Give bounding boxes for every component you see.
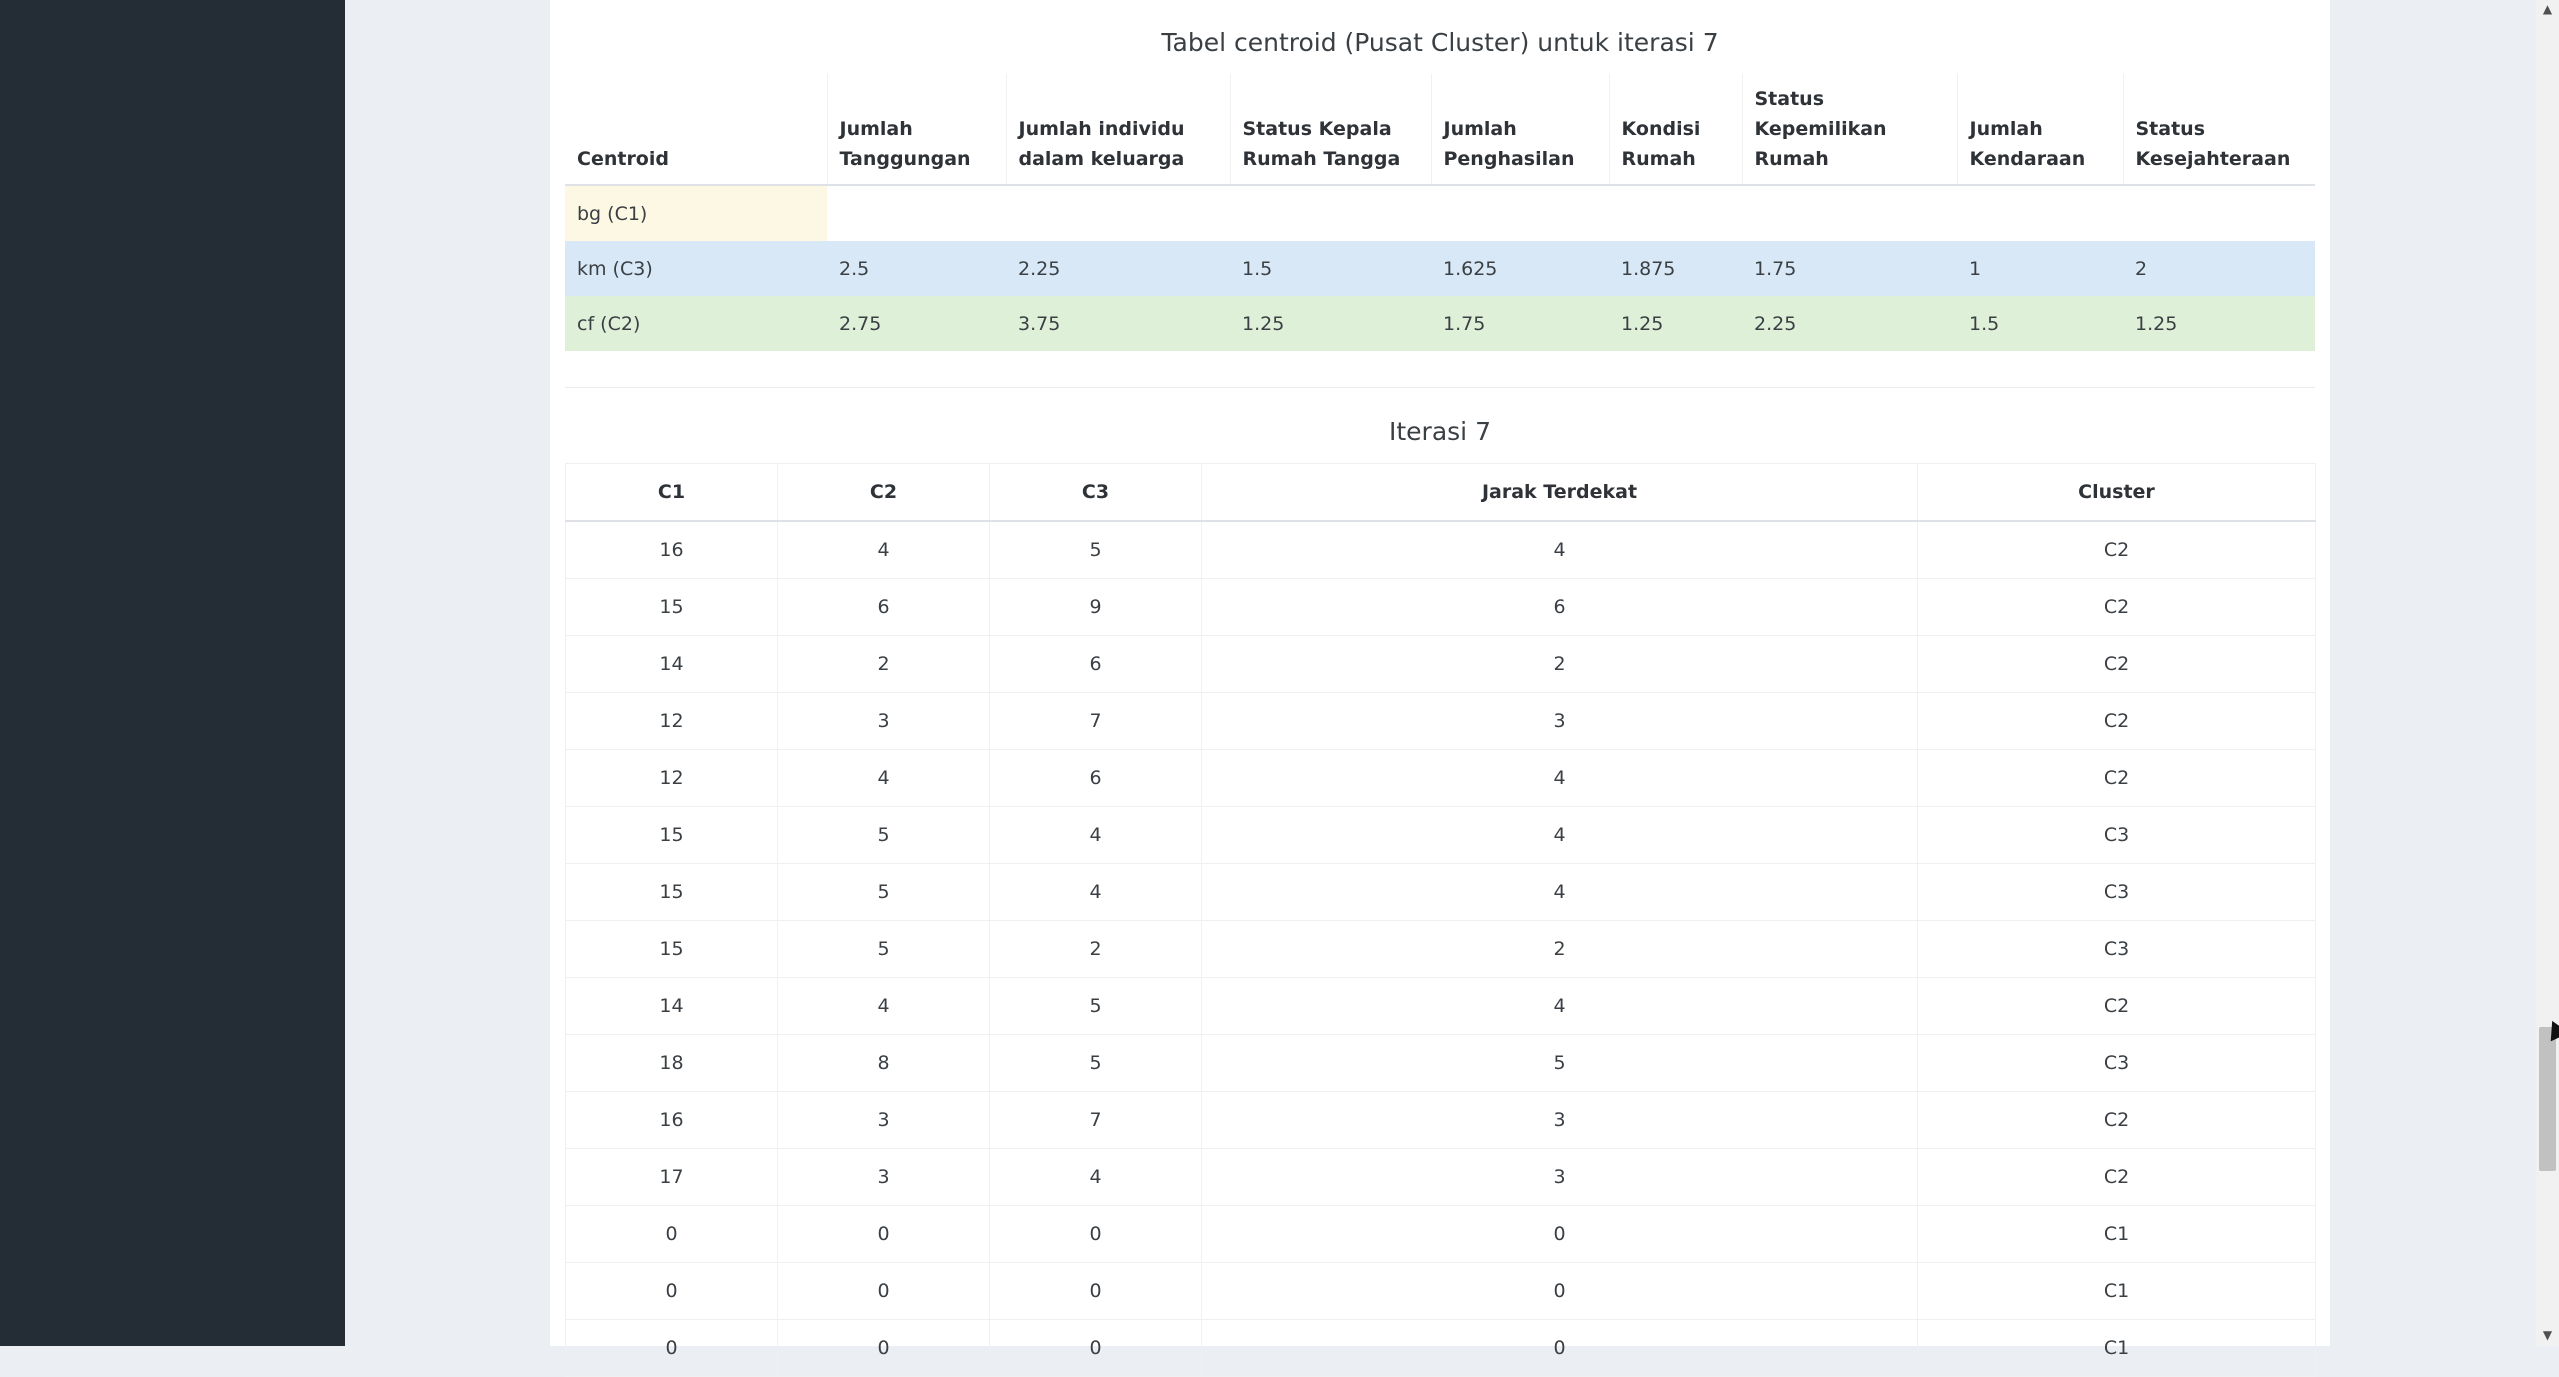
- table-cell: C3: [1918, 1035, 2316, 1092]
- table-cell: 1.25: [1609, 296, 1742, 351]
- centroid-table: [565, 74, 2315, 351]
- scroll-up-arrow-icon[interactable]: ▲: [2542, 2, 2553, 16]
- table-cell: 1.5: [1957, 296, 2123, 351]
- table-cell: C2: [1918, 1149, 2316, 1206]
- table-cell: 2.5: [827, 241, 1006, 296]
- table-cell: 0: [1202, 1263, 1918, 1320]
- table-row: [566, 750, 2316, 807]
- col-header-c3: C3: [990, 464, 1202, 522]
- table-cell: 4: [778, 521, 990, 579]
- table-cell: [827, 185, 1006, 241]
- table-cell: C2: [1918, 636, 2316, 693]
- table-cell: 15: [566, 864, 778, 921]
- table-cell: 0: [990, 1206, 1202, 1263]
- table-cell: 2: [1202, 636, 1918, 693]
- table-cell: 6: [990, 636, 1202, 693]
- table-cell: 2: [2123, 241, 2315, 296]
- table-row: [566, 1263, 2316, 1320]
- table-row: [566, 1092, 2316, 1149]
- table-cell: 0: [778, 1320, 990, 1377]
- table-cell: C3: [1918, 921, 2316, 978]
- table-cell: C1: [1918, 1263, 2316, 1320]
- table-cell: 6: [1202, 579, 1918, 636]
- table-cell: 4: [1202, 978, 1918, 1035]
- table-cell: 4: [990, 1149, 1202, 1206]
- table-cell: 3.75: [1006, 296, 1230, 351]
- table-cell: C2: [1918, 1092, 2316, 1149]
- table-cell: 1: [1957, 241, 2123, 296]
- table-cell: 4: [1202, 750, 1918, 807]
- scroll-down-arrow-icon[interactable]: ▼: [2542, 1328, 2553, 1342]
- col-header-kondisi-rumah: Kondisi Rumah: [1609, 74, 1742, 185]
- table-cell: cf (C2): [565, 296, 827, 351]
- iteration-header-row: [566, 464, 2316, 522]
- table-row: [566, 1035, 2316, 1092]
- table-cell: 0: [566, 1320, 778, 1377]
- table-cell: 17: [566, 1149, 778, 1206]
- table-cell: 4: [1202, 521, 1918, 579]
- table-cell: [1230, 185, 1431, 241]
- table-row: [566, 521, 2316, 579]
- table-cell: 14: [566, 636, 778, 693]
- table-row: [566, 807, 2316, 864]
- table-cell: 0: [1202, 1206, 1918, 1263]
- col-header-jumlah-penghasilan: Jumlah Penghasilan: [1431, 74, 1609, 185]
- table-row: [566, 864, 2316, 921]
- main-panel: [550, 0, 2330, 1359]
- table-row: [566, 921, 2316, 978]
- table-cell: C3: [1918, 807, 2316, 864]
- scrollbar-thumb[interactable]: [2539, 1027, 2556, 1171]
- table-cell: 5: [778, 864, 990, 921]
- table-cell: 15: [566, 579, 778, 636]
- table-row: [566, 978, 2316, 1035]
- table-cell: 4: [778, 978, 990, 1035]
- table-cell: 5: [990, 1035, 1202, 1092]
- table-cell: [1431, 185, 1609, 241]
- table-cell: C1: [1918, 1206, 2316, 1263]
- vertical-scrollbar[interactable]: [2536, 0, 2559, 1346]
- table-cell: [2123, 185, 2315, 241]
- table-cell: 3: [778, 693, 990, 750]
- sidebar: [0, 0, 345, 1346]
- col-header-jumlah-individu: Jumlah individu dalam keluarga: [1006, 74, 1230, 185]
- col-header-centroid: Centroid: [565, 74, 827, 185]
- table-cell: 6: [778, 579, 990, 636]
- col-header-jumlah-tanggungan: Jumlah Tanggungan: [827, 74, 1006, 185]
- col-header-status-kepemilikan: Status Kepemilikan Rumah: [1742, 74, 1957, 185]
- centroid-row-c1: [565, 185, 2315, 241]
- table-cell: 2.25: [1006, 241, 1230, 296]
- table-cell: 0: [990, 1320, 1202, 1377]
- table-cell: bg (C1): [565, 185, 827, 241]
- table-cell: C2: [1918, 579, 2316, 636]
- table-cell: 6: [990, 750, 1202, 807]
- iteration-table: [565, 463, 2316, 1377]
- table-cell: C1: [1918, 1320, 2316, 1377]
- table-cell: 0: [566, 1263, 778, 1320]
- table-cell: 16: [566, 521, 778, 579]
- centroid-row-c2: [565, 296, 2315, 351]
- table-cell: 7: [990, 693, 1202, 750]
- table-cell: 1.25: [1230, 296, 1431, 351]
- table-cell: 3: [778, 1149, 990, 1206]
- table-cell: 3: [778, 1092, 990, 1149]
- table-cell: 2: [990, 921, 1202, 978]
- table-cell: 2: [778, 636, 990, 693]
- table-cell: 1.75: [1431, 296, 1609, 351]
- table-cell: [1742, 185, 1957, 241]
- table-row: [566, 1320, 2316, 1377]
- iteration-table-title: Iterasi 7: [1389, 417, 1491, 446]
- table-cell: 18: [566, 1035, 778, 1092]
- table-cell: 7: [990, 1092, 1202, 1149]
- table-cell: 0: [778, 1206, 990, 1263]
- table-cell: 1.75: [1742, 241, 1957, 296]
- col-header-status-kesejahteraan: Status Kesejahteraan: [2123, 74, 2315, 185]
- iteration-table-body: [566, 521, 2316, 1377]
- table-cell: 5: [990, 978, 1202, 1035]
- table-cell: 2.25: [1742, 296, 1957, 351]
- col-header-c2: C2: [778, 464, 990, 522]
- table-row: [566, 636, 2316, 693]
- table-cell: [1006, 185, 1230, 241]
- table-row: [566, 693, 2316, 750]
- table-cell: C2: [1918, 521, 2316, 579]
- col-header-c1: C1: [566, 464, 778, 522]
- table-cell: 15: [566, 921, 778, 978]
- table-cell: 5: [1202, 1035, 1918, 1092]
- table-cell: 4: [1202, 807, 1918, 864]
- col-header-cluster: Cluster: [1918, 464, 2316, 522]
- table-cell: 2: [1202, 921, 1918, 978]
- table-cell: 15: [566, 807, 778, 864]
- table-cell: 2.75: [827, 296, 1006, 351]
- centroid-row-c3: [565, 241, 2315, 296]
- table-cell: 14: [566, 978, 778, 1035]
- table-cell: 8: [778, 1035, 990, 1092]
- table-cell: 4: [1202, 864, 1918, 921]
- table-cell: 0: [778, 1263, 990, 1320]
- table-cell: km (C3): [565, 241, 827, 296]
- table-cell: 4: [990, 864, 1202, 921]
- centroid-table-title: Tabel centroid (Pusat Cluster) untuk iterasi 7: [1161, 28, 1719, 57]
- table-cell: 12: [566, 750, 778, 807]
- table-cell: 4: [990, 807, 1202, 864]
- table-row: [566, 579, 2316, 636]
- table-cell: 12: [566, 693, 778, 750]
- table-row: [566, 1149, 2316, 1206]
- table-cell: 1.875: [1609, 241, 1742, 296]
- table-cell: [1609, 185, 1742, 241]
- table-cell: [1957, 185, 2123, 241]
- table-cell: 3: [1202, 693, 1918, 750]
- table-cell: 4: [778, 750, 990, 807]
- col-header-status-kepala: Status Kepala Rumah Tangga: [1230, 74, 1431, 185]
- table-cell: C2: [1918, 750, 2316, 807]
- col-header-jumlah-kendaraan: Jumlah Kendaraan: [1957, 74, 2123, 185]
- table-cell: 5: [990, 521, 1202, 579]
- table-cell: 0: [990, 1263, 1202, 1320]
- table-cell: 3: [1202, 1092, 1918, 1149]
- centroid-header-row: [565, 74, 2315, 185]
- table-cell: 1.25: [2123, 296, 2315, 351]
- table-cell: C3: [1918, 864, 2316, 921]
- table-cell: 0: [566, 1206, 778, 1263]
- col-header-jarak-terdekat: Jarak Terdekat: [1202, 464, 1918, 522]
- table-cell: C2: [1918, 693, 2316, 750]
- table-cell: 1.5: [1230, 241, 1431, 296]
- table-cell: 0: [1202, 1320, 1918, 1377]
- section-divider: [565, 387, 2315, 388]
- table-row: [566, 1206, 2316, 1263]
- table-cell: 5: [778, 807, 990, 864]
- table-cell: 1.625: [1431, 241, 1609, 296]
- table-cell: C2: [1918, 978, 2316, 1035]
- table-cell: 9: [990, 579, 1202, 636]
- table-cell: 16: [566, 1092, 778, 1149]
- table-cell: 5: [778, 921, 990, 978]
- table-cell: 3: [1202, 1149, 1918, 1206]
